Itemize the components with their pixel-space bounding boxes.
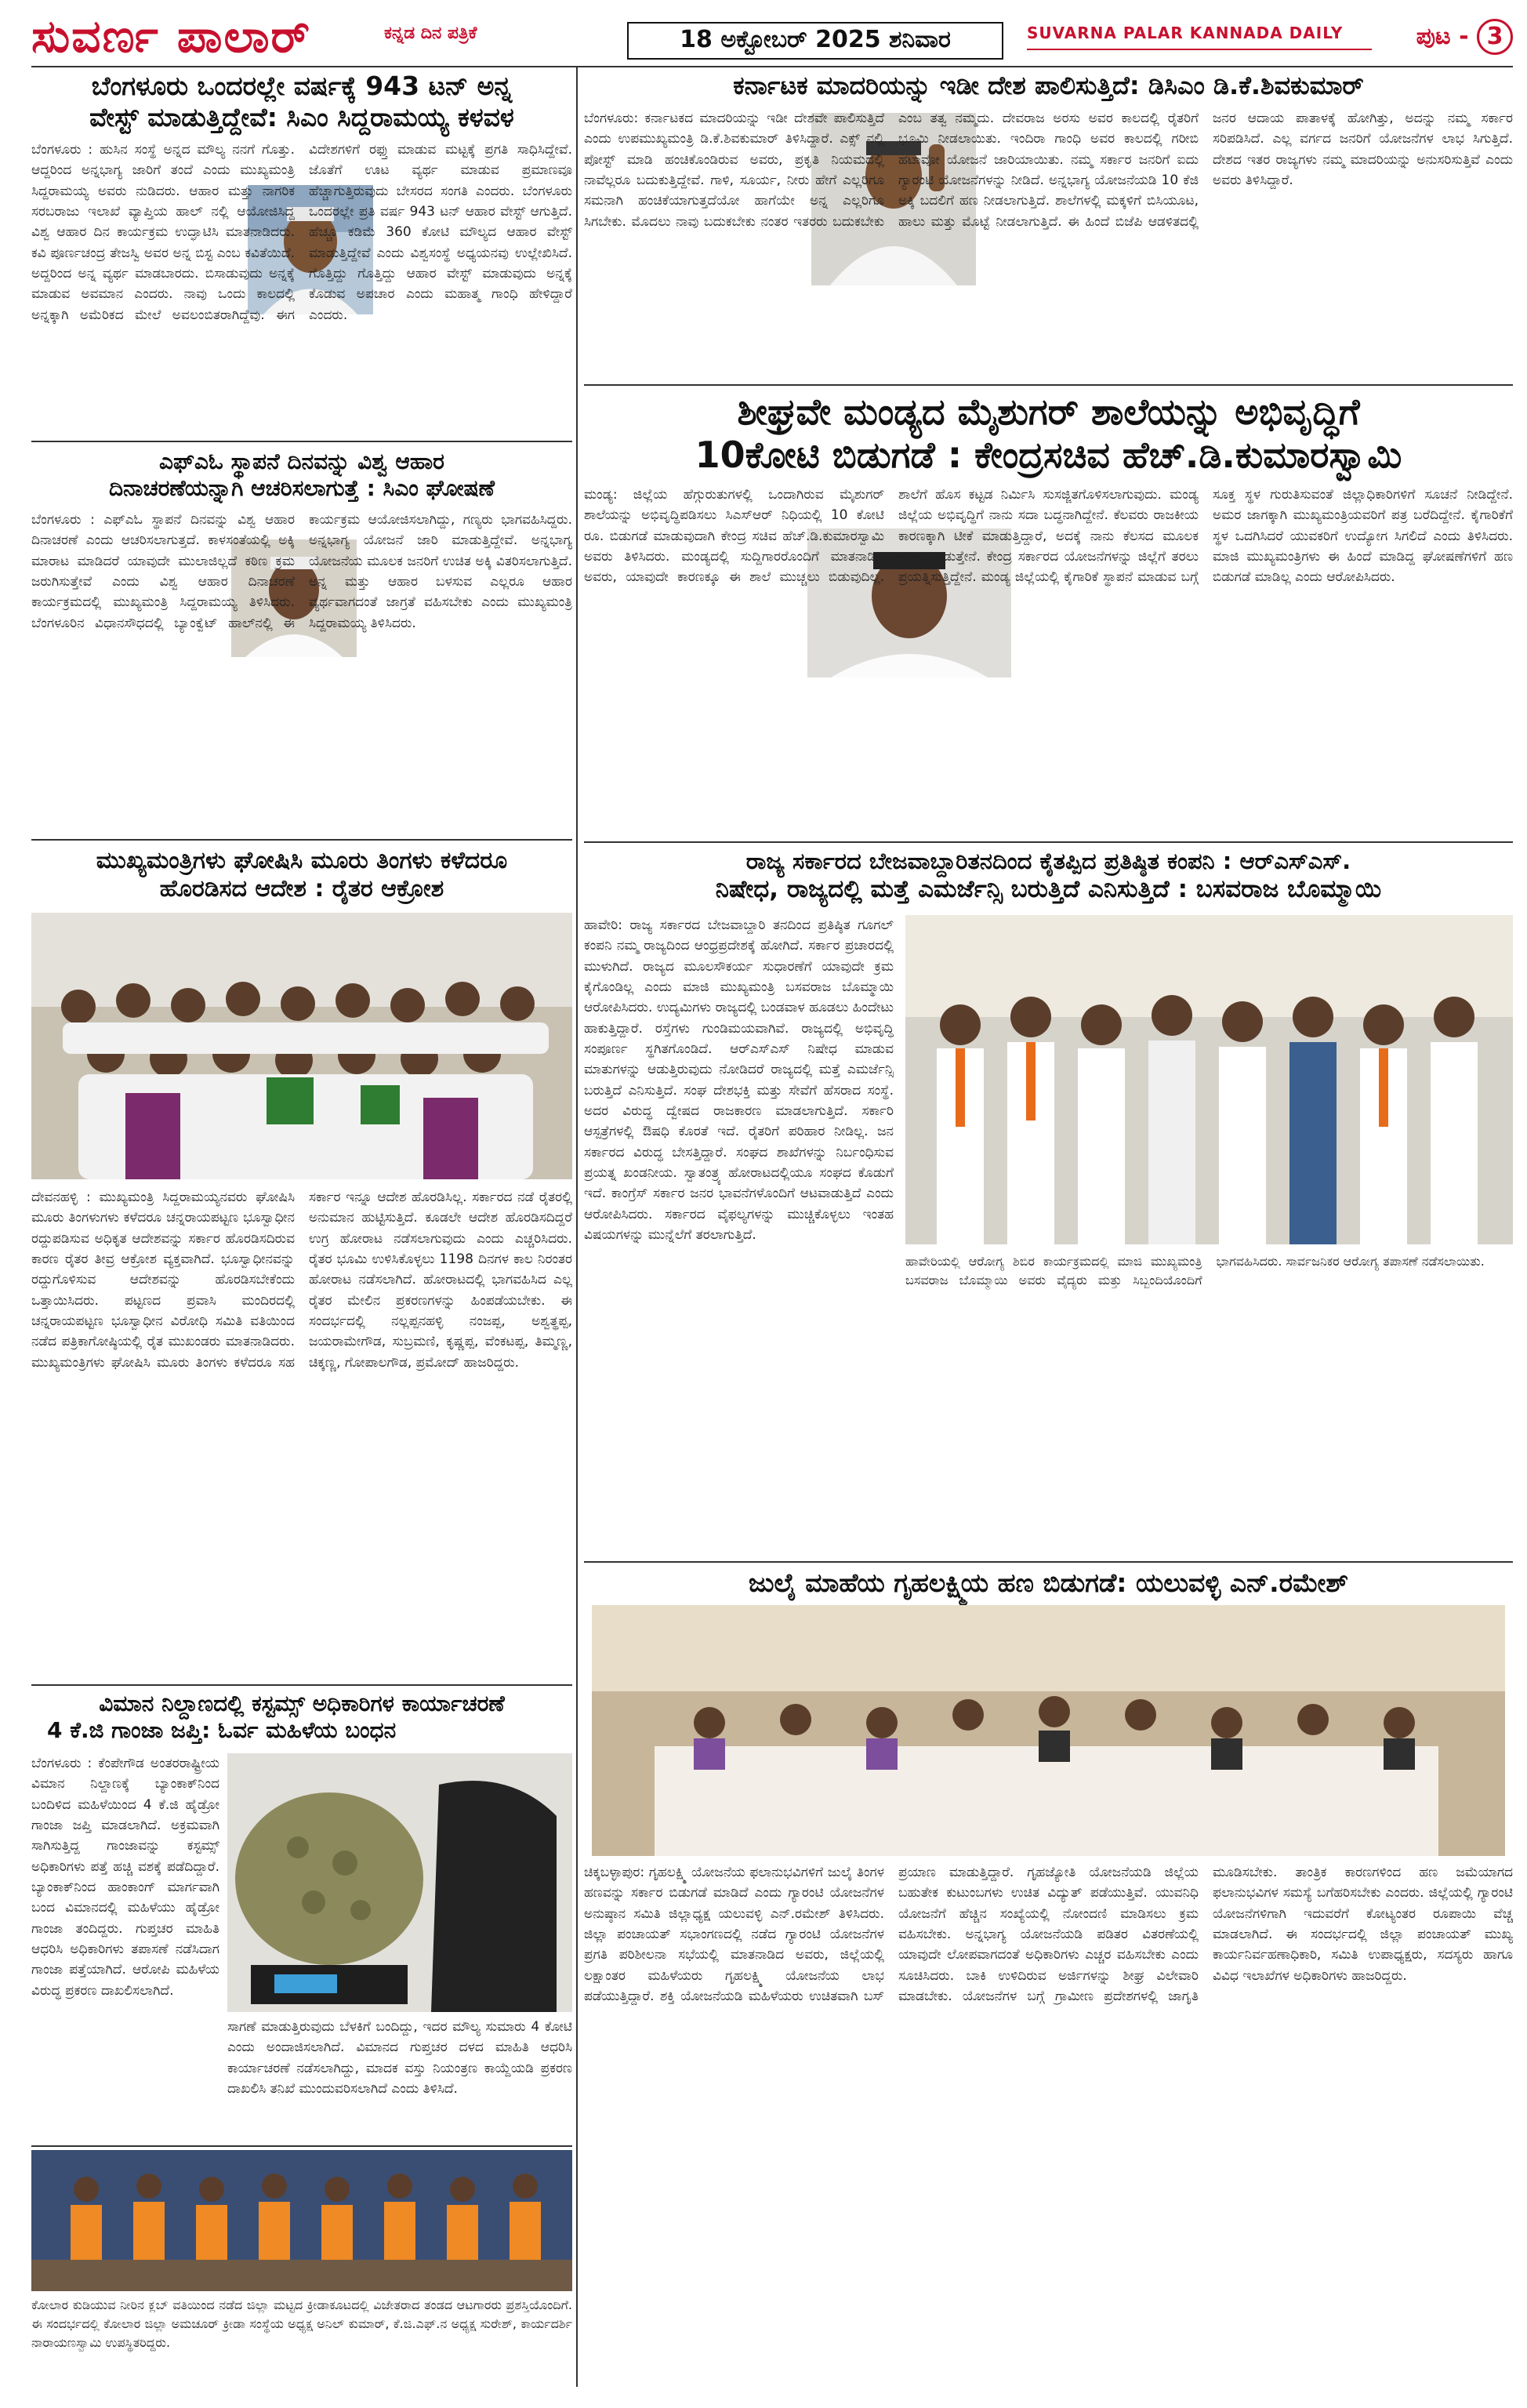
headline-line-2: ವೇಸ್ಟ್ ಮಾಡುತ್ತಿದ್ದೇವೆ: ಸಿಎಂ ಸಿದ್ದರಾಮಯ್ಯ ಕಳವಳ	[89, 101, 514, 133]
masthead-logo: ಸುವರ್ಣ ಪಾಲಾರ್	[31, 9, 312, 63]
photo-caption: ಕೋಲಾರ ಕುಡಿಯುವ ನೀರಿನ ಕ್ಲಬ್ ವತಿಯಿಂದ ನಡೆದ ಜಿಲ್ಲಾ ಮಟ್ಟದ ಕ್ರೀಡಾಕೂಟದಲ್ಲಿ ವಿಜೇತರಾದ ತಂಡದ ಆಟಗಾರರು ಪ್ರಶಸ್ತಿಯೊಂದಿಗೆ. ಈ ಸಂದರ್ಭದಲ್ಲಿ ಕೋಲಾರ ಜಿಲ್ಲಾ ಅಮಚೂರ್ ಕ್ರೀಡಾ ಸಂಸ್ಥೆಯ ಅಧ್ಯಕ್ಷ ಅನಿಲ್ ಕುಮಾರ್, ಕೆ.ಜಿ.ಎಫ್.ನ ಅಧ್ಯಕ್ಷ ಸುರೇಶ್, ಕಾರ್ಯದರ್ಶಿ ನಾರಾಯಣಸ್ವಾಮಿ ಉಪಸ್ಥಿತರಿದ್ದರು.	[31, 2297, 572, 2350]
article-ganja-seizure	[31, 1687, 572, 2142]
headline: ಕರ್ನಾಟಕ ಮಾದರಿಯನ್ನು ಇಡೀ ದೇಶ ಪಾಲಿಸುತ್ತಿದೆ: ಡಿಸಿಎಂ ಡಿ.ಕೆ.ಶಿವಕುಮಾರ್	[733, 71, 1364, 100]
divider	[584, 1561, 1513, 1563]
divider	[31, 441, 572, 442]
article-sports	[31, 2150, 572, 2385]
page-number-value: 3	[1477, 19, 1513, 55]
issue-date: 18 ಅಕ್ಟೋಬರ್ 2025 ಶನಿವಾರ	[627, 22, 1003, 60]
article-body: ಬೆಂಗಳೂರು: ಕರ್ನಾಟಕದ ಮಾದರಿಯನ್ನು ಇಡೀ ದೇಶವೇ ಪಾಲಿಸುತ್ತಿದೆ ಎಂದು ಉಪಮುಖ್ಯಮಂತ್ರಿ ಡಿ.ಕೆ.ಶಿವಕುಮಾರ್ ತಿಳಿಸಿದ್ದಾರೆ. ಎಕ್ಸ್ ನಲ್ಲಿ ಪೋಸ್ಟ್ ಮಾಡಿ ಹಂಚಿಕೊಂಡಿರುವ ಅವರು, ಪ್ರಕೃತಿ ನಿಯಮದಲ್ಲಿ ನಾವೆಲ್ಲರೂ ಬದುಕುತ್ತಿದ್ದೇವೆ. ಗಾಳಿ, ಸೂರ್ಯ, ನೀರು ಹೇಗೆ ಎಲ್ಲರಿಗೂ ಸಮನಾಗಿ ಹಂಚಿಕೆಯಾಗುತ್ತದೆಯೋ ಹಾಗೆಯೇ ಅನ್ನ ಎಲ್ಲರಿಗೂ ಸಿಗಬೇಕು. ಮೊದಲು ನಾವು ಬದುಕಬೇಕು ನಂತರ ಇತರರು ಬದುಕಬೇಕು ಎಂಬ ತತ್ವ ನಮ್ಮದು. ದೇವರಾಜ ಅರಸು ಅವರ ಕಾಲದಲ್ಲಿ ರೈತರಿಗೆ ಭೂಮಿ ನೀಡಲಾಯಿತು. ಇಂದಿರಾ ಗಾಂಧಿ ಅವರ ಕಾಲದಲ್ಲಿ ಗರೀಬಿ ಹಟಾವೋ ಯೋಜನೆ ಜಾರಿಯಾಯಿತು. ನಮ್ಮ ಸರ್ಕಾರ ಜನರಿಗೆ ಐದು ಗ್ಯಾರಂಟಿ ಯೋಜನೆಗಳನ್ನು ನೀಡಿದೆ. ಅನ್ನಭಾಗ್ಯ ಯೋಜನೆಯಡಿ 10 ಕೆಜಿ ಅಕ್ಕಿ ಬದಲಿಗೆ ಹಣ ನೀಡಲಾಗುತ್ತಿದೆ. ಶಾಲೆಗಳಲ್ಲಿ ಮಕ್ಕಳಿಗೆ ಬಿಸಿಯೂಟ, ಹಾಲು ಮತ್ತು ಮೊಟ್ಟೆ ನೀಡಲಾಗುತ್ತಿದೆ. ಈ ಹಿಂದೆ ಬಿಜೆಪಿ ಆಡಳಿತದಲ್ಲಿ ಜನರ ಆದಾಯ ಪಾತಾಳಕ್ಕೆ ಹೋಗಿತ್ತು, ಅದನ್ನು ನಮ್ಮ ಸರ್ಕಾರ ಸರಿಪಡಿಸಿದೆ. ಎಲ್ಲ ವರ್ಗದ ಜನರಿಗೆ ಯೋಜನೆಗಳ ಲಾಭ ಸಿಗುತ್ತಿದೆ. ದೇಶದ ಇತರ ರಾಜ್ಯಗಳು ನಮ್ಮ ಮಾದರಿಯನ್ನು ಅನುಸರಿಸುತ್ತಿವೆ ಎಂದು ಅವರು ತಿಳಿಸಿದ್ದಾರೆ.	[584, 111, 1513, 230]
headline-line-1: ವಿಮಾನ ನಿಲ್ದಾಣದಲ್ಲಿ ಕಸ್ಟಮ್ಸ್ ಅಧಿಕಾರಿಗಳ ಕಾರ್ಯಾಚರಣೆ	[99, 1691, 505, 1716]
brand-english: SUVARNA PALAR KANNADA DAILY	[1027, 24, 1344, 42]
article-body: ದೇವನಹಳ್ಳಿ : ಮುಖ್ಯಮಂತ್ರಿ ಸಿದ್ದರಾಮಯ್ಯನವರು ಘೋಷಿಸಿ ಮೂರು ತಿಂಗಳುಗಳು ಕಳೆದರೂ ಚನ್ನರಾಯಪಟ್ಟಣ ಭೂಸ್ವಾಧೀನ ರದ್ದುಪಡಿಸುವ ಅಧಿಕೃತ ಆದೇಶವನ್ನು ಸರ್ಕಾರ ಹೊರಡಿಸದಿರುವ ಕಾರಣ ರೈತರ ತೀವ್ರ ಆಕ್ರೋಶ ವ್ಯಕ್ತವಾಗಿದೆ. ಭೂಸ್ವಾಧೀನವನ್ನು ರದ್ದುಗೊಳಿಸುವ ಆದೇಶವನ್ನು ಹೊರಡಿಸಬೇಕೆಂದು ಒತ್ತಾಯಿಸಿದರು. ಪಟ್ಟಣದ ಪ್ರವಾಸಿ ಮಂದಿರದಲ್ಲಿ ಚನ್ನರಾಯಪಟ್ಟಣ ಭೂಸ್ವಾಧೀನ ವಿರೋಧಿ ಸಮಿತಿ ವತಿಯಿಂದ ನಡೆದ ಪತ್ರಿಕಾಗೋಷ್ಠಿಯಲ್ಲಿ ರೈತ ಮುಖಂಡರು ಮಾತನಾಡಿದರು. ಮುಖ್ಯಮಂತ್ರಿಗಳು ಘೋಷಿಸಿ ಮೂರು ತಿಂಗಳು ಕಳೆದರೂ ಸಹ ಸರ್ಕಾರ ಇನ್ನೂ ಆದೇಶ ಹೊರಡಿಸಿಲ್ಲ. ಸರ್ಕಾರದ ನಡೆ ರೈತರಲ್ಲಿ ಅನುಮಾನ ಹುಟ್ಟಿಸುತ್ತಿದೆ. ಕೂಡಲೇ ಆದೇಶ ಹೊರಡಿಸದಿದ್ದರೆ ಉಗ್ರ ಹೋರಾಟ ನಡೆಸಲಾಗುವುದು ಎಂದು ಎಚ್ಚರಿಸಿದರು. ರೈತರ ಭೂಮಿ ಉಳಿಸಿಕೊಳ್ಳಲು 1198 ದಿನಗಳ ಕಾಲ ನಿರಂತರ ಹೋರಾಟ ನಡೆಸಲಾಗಿದೆ. ಹೋರಾಟದಲ್ಲಿ ಭಾಗವಹಿಸಿದ ಎಲ್ಲ ರೈತರ ಮೇಲಿನ ಪ್ರಕರಣಗಳನ್ನು ಹಿಂಪಡೆಯಬೇಕು. ಈ ಸಂದರ್ಭದಲ್ಲಿ ನಲ್ಲಪ್ಪನಹಳ್ಳಿ ನಂಜಪ್ಪ, ಅಶ್ವತ್ಥಪ್ಪ, ಜಯರಾಮೇಗೌಡ, ಸುಬ್ರಮಣಿ, ಕೃಷ್ಣಪ್ಪ, ವೆಂಕಟಪ್ಪ, ತಿಮ್ಮಣ್ಣ, ಚಿಕ್ಕಣ್ಣ, ಗೋಪಾಲಗೌಡ, ಪ್ರಮೋದ್ ಹಾಜರಿದ್ದರು.	[31, 1189, 572, 1371]
headline-line-2: ದಿನಾಚರಣೆಯನ್ನಾಗಿ ಆಚರಿಸಲಾಗುತ್ತೆ : ಸಿಎಂ ಘೋಷಣೆ	[108, 474, 495, 501]
page-label: ಪುಟ -	[1416, 23, 1469, 50]
article-body: ಚಿಕ್ಕಬಳ್ಳಾಪುರ: ಗೃಹಲಕ್ಷ್ಮಿ ಯೋಜನೆಯ ಫಲಾನುಭವಿಗಳಿಗೆ ಜುಲೈ ತಿಂಗಳ ಹಣವನ್ನು ಸರ್ಕಾರ ಬಿಡುಗಡೆ ಮಾಡಿದೆ ಎಂದು ಗ್ಯಾರಂಟಿ ಯೋಜನೆಗಳ ಅನುಷ್ಠಾನ ಸಮಿತಿ ಜಿಲ್ಲಾಧ್ಯಕ್ಷ ಯಲುವಳ್ಳಿ ಎನ್.ರಮೇಶ್ ತಿಳಿಸಿದರು. ಜಿಲ್ಲಾ ಪಂಚಾಯತ್ ಸಭಾಂಗಣದಲ್ಲಿ ನಡೆದ ಗ್ಯಾರಂಟಿ ಯೋಜನೆಗಳ ಪ್ರಗತಿ ಪರಿಶೀಲನಾ ಸಭೆಯಲ್ಲಿ ಮಾತನಾಡಿದ ಅವರು, ಜಿಲ್ಲೆಯಲ್ಲಿ ಲಕ್ಷಾಂತರ ಮಹಿಳೆಯರು ಗೃಹಲಕ್ಷ್ಮಿ ಯೋಜನೆಯ ಲಾಭ ಪಡೆಯುತ್ತಿದ್ದಾರೆ. ಶಕ್ತಿ ಯೋಜನೆಯಡಿ ಮಹಿಳೆಯರು ಉಚಿತವಾಗಿ ಬಸ್ ಪ್ರಯಾಣ ಮಾಡುತ್ತಿದ್ದಾರೆ. ಗೃಹಜ್ಯೋತಿ ಯೋಜನೆಯಡಿ ಜಿಲ್ಲೆಯ ಬಹುತೇಕ ಕುಟುಂಬಗಳು ಉಚಿತ ವಿದ್ಯುತ್ ಪಡೆಯುತ್ತಿವೆ. ಯುವನಿಧಿ ಯೋಜನೆಗೆ ಹೆಚ್ಚಿನ ಸಂಖ್ಯೆಯಲ್ಲಿ ನೋಂದಣಿ ಮಾಡಿಸಲು ಕ್ರಮ ವಹಿಸಬೇಕು. ಅನ್ನಭಾಗ್ಯ ಯೋಜನೆಯಡಿ ಪಡಿತರ ವಿತರಣೆಯಲ್ಲಿ ಯಾವುದೇ ಲೋಪವಾಗದಂತೆ ಅಧಿಕಾರಿಗಳು ಎಚ್ಚರ ವಹಿಸಬೇಕು ಎಂದು ಸೂಚಿಸಿದರು. ಬಾಕಿ ಉಳಿದಿರುವ ಅರ್ಜಿಗಳನ್ನು ಶೀಘ್ರ ವಿಲೇವಾರಿ ಮಾಡಬೇಕು. ಯೋಜನೆಗಳ ಬಗ್ಗೆ ಗ್ರಾಮೀಣ ಪ್ರದೇಶಗಳಲ್ಲಿ ಜಾಗೃತಿ ಮೂಡಿಸಬೇಕು. ತಾಂತ್ರಿಕ ಕಾರಣಗಳಿಂದ ಹಣ ಜಮೆಯಾಗದ ಫಲಾನುಭವಿಗಳ ಸಮಸ್ಯೆ ಬಗೆಹರಿಸಬೇಕು ಎಂದರು. ಜಿಲ್ಲೆಯಲ್ಲಿ ಗ್ಯಾರಂಟಿ ಯೋಜನೆಗಳಿಗಾಗಿ ಇದುವರೆಗೆ ಕೋಟ್ಯಂತರ ರೂಪಾಯಿ ವೆಚ್ಚ ಮಾಡಲಾಗಿದೆ. ಈ ಸಂದರ್ಭದಲ್ಲಿ ಜಿಲ್ಲಾ ಪಂಚಾಯತ್ ಮುಖ್ಯ ಕಾರ್ಯನಿರ್ವಹಣಾಧಿಕಾರಿ, ಸಮಿತಿ ಉಪಾಧ್ಯಕ್ಷರು, ಸದಸ್ಯರು ಹಾಗೂ ವಿವಿಧ ಇಲಾಖೆಗಳ ಅಧಿಕಾರಿಗಳು ಹಾಜರಿದ್ದರು.	[584, 1865, 1513, 2005]
article-farmers-protest	[31, 842, 572, 1681]
divider	[584, 841, 1513, 843]
article-hdk-mysugar-school	[584, 387, 1513, 838]
article-gruhalakshmi	[584, 1564, 1513, 2388]
column-divider	[576, 66, 578, 2387]
divider	[31, 839, 572, 841]
photo-bommai-health-camp	[905, 915, 1513, 1244]
photo-farmers-group	[31, 913, 572, 1179]
photo-sports-team	[31, 2150, 572, 2291]
divider	[31, 1684, 572, 1686]
headline-line-1: ಬೆಂಗಳೂರು ಒಂದರಲ್ಲೇ ವರ್ಷಕ್ಕೆ 943 ಟನ್ ಅನ್ನ	[91, 71, 513, 101]
headline: ಜುಲೈ ಮಾಹೆಯ ಗೃಹಲಕ್ಷ್ಮಿಯ ಹಣ ಬಿಡುಗಡೆ: ಯಲುವಳ್ಳಿ ಎನ್.ರಮೇಶ್	[748, 1567, 1349, 1598]
masthead	[31, 11, 1513, 66]
article-bommai	[584, 844, 1513, 1558]
article-body: ಬೆಂಗಳೂರು : ಹುಸಿನ ಸಂಸ್ಥೆ ಅನ್ನದ ಮೌಲ್ಯ ನನಗೆ ಗೊತ್ತು. ಆದ್ದರಿಂದ ಅನ್ನಭಾಗ್ಯ ಜಾರಿಗೆ ತಂದೆ ಎಂದು ಮುಖ್ಯಮಂತ್ರಿ ಸಿದ್ದರಾಮಯ್ಯ ಅವರು ನುಡಿದರು. ಆಹಾರ ಮತ್ತು ನಾಗರಿಕ ಸರಬರಾಜು ಇಲಾಖೆ ವ್ಯಾಪ್ತಿಯ ಹಾಲ್ ನಲ್ಲಿ ಆಯೋಜಿಸಿದ್ದ ವಿಶ್ವ ಆಹಾರ ದಿನ ಕಾರ್ಯಕ್ರಮ ಉದ್ಘಾಟಿಸಿ ಮಾತನಾಡಿದರು. ಕವಿ ಪೂರ್ಣಚಂದ್ರ ತೇಜಸ್ವಿ ಅವರ ಅನ್ನ ಬಿಸ್ಟ ಎಂಬ ಕವಿತೆಯಿದೆ. ಅದ್ದರಿಂದ ಅನ್ನ ವ್ಯರ್ಥ ಮಾಡಬಾರದು. ಬಿಸಾಡುವುದು ಅನ್ನಕ್ಕೆ ಮಾಡುವ ಅವಮಾನ ಎಂದರು. ನಾವು ಒಂದು ಕಾಲದಲ್ಲಿ ಅನ್ನಕ್ಕಾಗಿ ಅಮೆರಿಕದ ಮೇಲೆ ಅವಲಂಬಿತರಾಗಿದ್ದೆವು. ಈಗ ವಿದೇಶಗಳಿಗೆ ರಫ್ತು ಮಾಡುವ ಮಟ್ಟಕ್ಕೆ ಪ್ರಗತಿ ಸಾಧಿಸಿದ್ದೇವೆ. ಜೊತೆಗೆ ಊಟ ವ್ಯರ್ಥ ಮಾಡುವ ಪ್ರಮಾಣವೂ ಹೆಚ್ಚಾಗುತ್ತಿರುವುದು ಬೇಸರದ ಸಂಗತಿ ಎಂದರು. ಬೆಂಗಳೂರು ಒಂದರಲ್ಲೇ ಪ್ರತಿ ವರ್ಷ 943 ಟನ್ ಆಹಾರ ವೇಸ್ಟ್ ಆಗುತ್ತಿದೆ. ಹೆಚ್ಚೂ ಕಡಿಮೆ 360 ಕೋಟಿ ಮೌಲ್ಯದ ಆಹಾರ ವೇಸ್ಟ್ ಮಾಡುತ್ತಿದ್ದೇವೆ ಎಂದು ವಿಶ್ವಸಂಸ್ಥೆ ಅಧ್ಯಯನವು ಉಲ್ಲೇಖಿಸಿದೆ. ಗೊತ್ತಿದ್ದು ಗೊತ್ತಿದ್ದು ಆಹಾರ ವೇಸ್ಟ್ ಮಾಡುವುದು ಅನ್ನಕ್ಕೆ ಕೊಡುವ ಅಪಚಾರ ಎಂದು ಮಹಾತ್ಮ ಗಾಂಧಿ ಹೇಳಿದ್ದಾರೆ ಎಂದರು.	[31, 142, 572, 323]
divider	[584, 384, 1513, 386]
page-number	[1411, 19, 1513, 55]
article-body-left: ಬೆಂಗಳೂರು : ಕೆಂಪೇಗೌಡ ಅಂತರರಾಷ್ಟ್ರೀಯ ವಿಮಾನ ನಿಲ್ದಾಣಕ್ಕೆ ಬ್ಯಾಂಕಾಕ್‌ನಿಂದ ಬಂದಿಳಿದ ಮಹಿಳೆಯಿಂದ 4 ಕೆ.ಜಿ ಹೈಡ್ರೋ ಗಾಂಜಾ ಜಪ್ತಿ ಮಾಡಲಾಗಿದೆ. ಅಕ್ರಮವಾಗಿ ಸಾಗಿಸುತ್ತಿದ್ದ ಗಾಂಜಾವನ್ನು ಕಸ್ಟಮ್ಸ್ ಅಧಿಕಾರಿಗಳು ಪತ್ತೆ ಹಚ್ಚಿ ವಶಕ್ಕೆ ಪಡೆದಿದ್ದಾರೆ. ಬ್ಯಾಂಕಾಕ್‌ನಿಂದ ಹಾಂಕಾಂಗ್ ಮಾರ್ಗವಾಗಿ ಬಂದ ವಿಮಾನದಲ್ಲಿ ಮಹಿಳೆಯು ಹೈಡ್ರೋ ಗಾಂಜಾ ತಂದಿದ್ದರು. ಗುಪ್ತಚರ ಮಾಹಿತಿ ಆಧರಿಸಿ ಅಧಿಕಾರಿಗಳು ತಪಾಸಣೆ ನಡೆಸಿದಾಗ ಗಾಂಜಾ ಪತ್ತೆಯಾಗಿದೆ. ಆರೋಪಿ ಮಹಿಳೆಯ ವಿರುದ್ಧ ಪ್ರಕರಣ ದಾಖಲಿಸಲಾಗಿದೆ.	[31, 1756, 219, 1999]
article-body: ಹಾವೇರಿ: ರಾಜ್ಯ ಸರ್ಕಾರದ ಬೇಜವಾಬ್ದಾರಿ ತನದಿಂದ ಪ್ರತಿಷ್ಠಿತ ಗೂಗಲ್ ಕಂಪನಿ ನಮ್ಮ ರಾಜ್ಯದಿಂದ ಆಂಧ್ರಪ್ರದೇಶಕ್ಕೆ ಹೋಗಿದೆ. ಸರ್ಕಾರ ಪ್ರಚಾರದಲ್ಲಿ ಮುಳುಗಿದೆ. ರಾಜ್ಯದ ಮೂಲಸೌಕರ್ಯ ಸುಧಾರಣೆಗೆ ಯಾವುದೇ ಕ್ರಮ ಕೈಗೊಂಡಿಲ್ಲ ಎಂದು ಮಾಜಿ ಮುಖ್ಯಮಂತ್ರಿ ಬಸವರಾಜ ಬೊಮ್ಮಾಯಿ ಆರೋಪಿಸಿದರು. ಉದ್ಯಮಿಗಳು ರಾಜ್ಯದಲ್ಲಿ ಬಂಡವಾಳ ಹೂಡಲು ಹಿಂದೇಟು ಹಾಕುತ್ತಿದ್ದಾರೆ. ರಸ್ತೆಗಳು ಗುಂಡಿಮಯವಾಗಿವೆ. ರಾಜ್ಯದಲ್ಲಿ ಅಭಿವೃದ್ಧಿ ಸಂಪೂರ್ಣ ಸ್ಥಗಿತಗೊಂಡಿದೆ. ಆರ್‌ಎಸ್‌ಎಸ್ ನಿಷೇಧ ಮಾಡುವ ಮಾತುಗಳನ್ನು ಆಡುತ್ತಿರುವುದು ನೋಡಿದರೆ ರಾಜ್ಯದಲ್ಲಿ ಮತ್ತೆ ಎಮರ್ಜೆನ್ಸಿ ಬರುತ್ತಿದೆ ಎನಿಸುತ್ತಿದೆ. ಸಂಘ ದೇಶಭಕ್ತಿ ಮತ್ತು ಸೇವೆಗೆ ಹೆಸರಾದ ಸಂಸ್ಥೆ. ಅದರ ವಿರುದ್ಧ ದ್ವೇಷದ ರಾಜಕಾರಣ ಮಾಡಲಾಗುತ್ತಿದೆ. ಸರ್ಕಾರಿ ಆಸ್ಪತ್ರೆಗಳಲ್ಲಿ ಔಷಧಿ ಕೊರತೆ ಇದೆ. ರೈತರಿಗೆ ಪರಿಹಾರ ನೀಡಿಲ್ಲ. ಜನ ಸರ್ಕಾರದ ವಿರುದ್ಧ ಬೇಸತ್ತಿದ್ದಾರೆ. ಸಂಘದ ಶಾಖೆಗಳನ್ನು ನಿರ್ಬಂಧಿಸುವ ಪ್ರಯತ್ನ ಖಂಡನೀಯ. ಸ್ವಾತಂತ್ರ್ಯ ಹೋರಾಟದಲ್ಲಿಯೂ ಸಂಘದ ಕೊಡುಗೆ ಇದೆ. ಕಾಂಗ್ರೆಸ್ ಸರ್ಕಾರ ಜನರ ಭಾವನೆಗಳೊಂದಿಗೆ ಆಟವಾಡುತ್ತಿದೆ ಎಂದು ಆರೋಪಿಸಿದರು. ಸರ್ಕಾರದ ವೈಫಲ್ಯಗಳನ್ನು ಮುಚ್ಚಿಕೊಳ್ಳಲು ಇಂತಹ ವಿಷಯಗಳನ್ನು ಮುನ್ನೆಲೆಗೆ ತರಲಾಗುತ್ತಿದೆ.	[584, 917, 894, 1244]
article-cm-food-waste	[31, 67, 572, 436]
article-dks-karnataka-model	[584, 67, 1513, 381]
headline-line-1: ರಾಜ್ಯ ಸರ್ಕಾರದ ಬೇಜವಾಬ್ದಾರಿತನದಿಂದ ಕೈತಪ್ಪಿದ ಪ್ರತಿಷ್ಠಿತ ಕಂಪನಿ : ಆರ್‌ಎಸ್‌ಎಸ್.	[745, 848, 1351, 874]
article-world-food-day	[31, 444, 572, 836]
article-body: ಮಂಡ್ಯ: ಜಿಲ್ಲೆಯ ಹೆಗ್ಗುರುತುಗಳಲ್ಲಿ ಒಂದಾಗಿರುವ ಮೈಶುಗರ್ ಶಾಲೆಯನ್ನು ಅಭಿವೃದ್ಧಿಪಡಿಸಲು ಸಿಎಸ್‌ಆರ್ ನಿಧಿಯಲ್ಲಿ 10 ಕೋಟಿ ರೂ. ಬಿಡುಗಡೆ ಮಾಡುವುದಾಗಿ ಕೇಂದ್ರ ಸಚಿವ ಹೆಚ್.ಡಿ.ಕುಮಾರಸ್ವಾಮಿ ಅವರು ತಿಳಿಸಿದರು. ಮಂಡ್ಯದಲ್ಲಿ ಸುದ್ದಿಗಾರರೊಂದಿಗೆ ಮಾತನಾಡಿದ ಅವರು, ಯಾವುದೇ ಕಾರಣಕ್ಕೂ ಈ ಶಾಲೆ ಮುಚ್ಚಲು ಬಿಡುವುದಿಲ್ಲ. ಶಾಲೆಗೆ ಹೊಸ ಕಟ್ಟಡ ನಿರ್ಮಿಸಿ ಸುಸಜ್ಜಿತಗೊಳಿಸಲಾಗುವುದು. ಮಂಡ್ಯ ಜಿಲ್ಲೆಯ ಅಭಿವೃದ್ಧಿಗೆ ನಾನು ಸದಾ ಬದ್ಧನಾಗಿದ್ದೇನೆ. ಕೆಲವರು ರಾಜಕೀಯ ಕಾರಣಕ್ಕಾಗಿ ಟೀಕೆ ಮಾಡುತ್ತಿದ್ದಾರೆ, ಅದಕ್ಕೆ ನಾನು ಕೆಲಸದ ಮೂಲಕ ಉತ್ತರ ನೀಡುತ್ತೇನೆ. ಕೇಂದ್ರ ಸರ್ಕಾರದ ಯೋಜನೆಗಳನ್ನು ಜಿಲ್ಲೆಗೆ ತರಲು ಪ್ರಯತ್ನಿಸುತ್ತಿದ್ದೇನೆ. ಮಂಡ್ಯ ಜಿಲ್ಲೆಯಲ್ಲಿ ಕೈಗಾರಿಕೆ ಸ್ಥಾಪನೆ ಮಾಡುವ ಬಗ್ಗೆ ಸೂಕ್ತ ಸ್ಥಳ ಗುರುತಿಸುವಂತೆ ಜಿಲ್ಲಾಧಿಕಾರಿಗಳಿಗೆ ಸೂಚನೆ ನೀಡಿದ್ದೇನೆ. ಅಮರ ಜಾಗಕ್ಕಾಗಿ ಮುಖ್ಯಮಂತ್ರಿಯವರಿಗೆ ಪತ್ರ ಬರೆದಿದ್ದೇನೆ. ಕೈಗಾರಿಕೆಗೆ ಸ್ಥಳ ಒದಗಿಸಿದರೆ ಯುವಕರಿಗೆ ಉದ್ಯೋಗ ಸಿಗಲಿದೆ ಎಂದು ತಿಳಿಸಿದರು. ಮಾಜಿ ಮುಖ್ಯಮಂತ್ರಿಗಳು ಈ ಹಿಂದೆ ಮಾಡಿದ್ದ ಘೋಷಣೆಗಳಿಗೆ ಹಣ ಬಿಡುಗಡೆ ಮಾಡಿಲ್ಲ ಎಂದು ಆರೋಪಿಸಿದರು.	[584, 487, 1513, 586]
headline-line-1: ಎಫ್‌ಎಓ ಸ್ಥಾಪನೆ ದಿನವನ್ನು ವಿಶ್ವ ಆಹಾರ	[159, 449, 444, 474]
headline-line-2: 10ಕೋಟಿ ಬಿಡುಗಡೆ : ಕೇಂದ್ರಸಚಿವ ಹೆಚ್.ಡಿ.ಕುಮಾರಸ್ವಾಮಿ	[695, 434, 1402, 477]
divider	[31, 2145, 572, 2147]
headline-line-1: ಶೀಘ್ರವೇ ಮಂಡ್ಯದ ಮೈಶುಗರ್ ಶಾಲೆಯನ್ನು ಅಭಿವೃದ್ಧಿಗೆ	[737, 390, 1360, 433]
headline-line-2: ಹೊರಡಿಸದ ಆದೇಶ : ರೈತರ ಆಕ್ರೋಶ	[159, 875, 444, 903]
photo-seized-ganja	[227, 1753, 572, 2012]
headline-line-2: ನಿಷೇಧ, ರಾಜ್ಯದಲ್ಲಿ ಮತ್ತೆ ಎಮರ್ಜೆನ್ಸಿ ಬರುತ್ತಿದೆ ಎನಿಸುತ್ತಿದೆ : ಬಸವರಾಜ ಬೊಮ್ಮಾಯಿ	[715, 874, 1382, 903]
headline-line-2: 4 ಕೆ.ಜಿ ಗಾಂಜಾ ಜಪ್ತಿ: ಓರ್ವ ಮಹಿಳೆಯ ಬಂಧನ	[47, 1716, 397, 1743]
photo-caption: ಹಾವೇರಿಯಲ್ಲಿ ಆರೋಗ್ಯ ಶಿಬಿರ ಕಾರ್ಯಕ್ರಮದಲ್ಲಿ ಮಾಜಿ ಮುಖ್ಯಮಂತ್ರಿ ಬಸವರಾಜ ಬೊಮ್ಮಾಯಿ ಅವರು ವೈದ್ಯರು ಮತ್ತು ಸಿಬ್ಬಂದಿಯೊಂದಿಗೆ ಭಾಗವಹಿಸಿದರು. ಸಾರ್ವಜನಿಕರ ಆರೋಗ್ಯ ತಪಾಸಣೆ ನಡೆಸಲಾಯಿತು.	[905, 1254, 1485, 1288]
headline-line-1: ಮುಖ್ಯಮಂತ್ರಿಗಳು ಘೋಷಿಸಿ ಮೂರು ತಿಂಗಳು ಕಳೆದರೂ	[96, 847, 508, 874]
masthead-tagline: ಕನ್ನಡ ದಿನ ಪತ್ರಿಕೆ	[384, 24, 477, 43]
article-body-bottom: ಸಾಗಣೆ ಮಾಡುತ್ತಿರುವುದು ಬೆಳಕಿಗೆ ಬಂದಿದ್ದು, ಇದರ ಮೌಲ್ಯ ಸುಮಾರು 4 ಕೋಟಿ ಎಂದು ಅಂದಾಜಿಸಲಾಗಿದೆ. ವಿಮಾನದ ಗುಪ್ತಚರ ದಳದ ಮಾಹಿತಿ ಆಧರಿಸಿ ಕಾರ್ಯಾಚರಣೆ ನಡೆಸಲಾಗಿದ್ದು, ಮಾದಕ ವಸ್ತು ನಿಯಂತ್ರಣ ಕಾಯ್ದೆಯಡಿ ಪ್ರಕರಣ ದಾಖಲಿಸಿ ತನಿಖೆ ಮುಂದುವರಿಸಲಾಗಿದೆ ಎಂದು ತಿಳಿಸಿದೆ.	[227, 2019, 572, 2097]
photo-review-meeting	[592, 1605, 1505, 1856]
article-body: ಬೆಂಗಳೂರು : ಎಫ್‌ಎಓ ಸ್ಥಾಪನೆ ದಿನವನ್ನು ವಿಶ್ವ ಆಹಾರ ದಿನಾಚರಣೆ ಎಂದು ಆಚರಿಸಲಾಗುತ್ತದೆ. ಕಾಳಸಂತೆಯಲ್ಲಿ ಅಕ್ಕಿ ಮಾರಾಟ ಮಾಡಿದರೆ ಯಾವುದೇ ಮುಲಾಜಿಲ್ಲದೆ ಕಠಿಣ ಕ್ರಮ ಜರುಗಿಸುತ್ತೇವೆ ಎಂದು ವಿಶ್ವ ಆಹಾರ ದಿನಾಚರಣೆ ಕಾರ್ಯಕ್ರಮದಲ್ಲಿ ಮುಖ್ಯಮಂತ್ರಿ ಸಿದ್ದರಾಮಯ್ಯ ತಿಳಿಸಿದರು. ಬೆಂಗಳೂರಿನ ವಿಧಾನಸೌಧದಲ್ಲಿ ಬ್ಯಾಂಕ್ವೆಟ್ ಹಾಲ್‌ನಲ್ಲಿ ಈ ಕಾರ್ಯಕ್ರಮ ಆಯೋಜಿಸಲಾಗಿದ್ದು, ಗಣ್ಯರು ಭಾಗವಹಿಸಿದ್ದರು. ಅನ್ನಭಾಗ್ಯ ಯೋಜನೆ ಜಾರಿ ಮಾಡುತ್ತಿದ್ದೇವೆ. ಅನ್ನಭಾಗ್ಯ ಯೋಜನೆಯ ಮೂಲಕ ಜನರಿಗೆ ಉಚಿತ ಅಕ್ಕಿ ವಿತರಿಸಲಾಗುತ್ತಿದೆ. ಅನ್ನ ಮತ್ತು ಆಹಾರ ಬಳಸುವ ಎಲ್ಲರೂ ಆಹಾರ ವ್ಯರ್ಥವಾಗದಂತೆ ಜಾಗ್ರತೆ ವಹಿಸಬೇಕು ಎಂದು ಮುಖ್ಯಮಂತ್ರಿ ಸಿದ್ದರಾಮಯ್ಯ ತಿಳಿಸಿದರು.	[31, 512, 572, 631]
brand-underline	[1027, 49, 1372, 50]
